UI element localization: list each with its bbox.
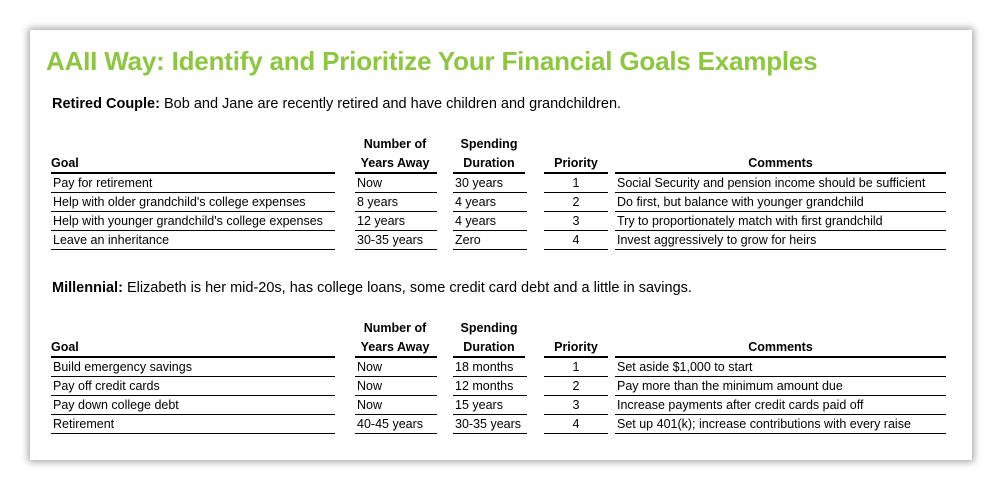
- cell-comments: Try to proportionately match with first grandchild: [615, 212, 946, 231]
- header-priority: Priority: [554, 340, 598, 354]
- cell-duration: Zero: [453, 231, 527, 250]
- header-duration: [450, 135, 528, 173]
- section-intro: [52, 96, 621, 112]
- cell-comments: Social Security and pension income should be sufficient: [615, 174, 946, 193]
- section-intro: [52, 280, 692, 296]
- header-duration-line1: Spending: [460, 321, 518, 335]
- cell-duration: 18 months: [453, 358, 527, 377]
- header-years: [355, 135, 435, 173]
- section-description: Bob and Jane are recently retired and have children and grandchildren.: [163, 96, 622, 112]
- header-years: [355, 319, 435, 357]
- cell-duration: 30 years: [453, 174, 527, 193]
- cell-years: Now: [355, 377, 437, 396]
- cell-duration: 30-35 years: [453, 415, 527, 434]
- cell-years: Now: [355, 174, 437, 193]
- cell-years: Now: [355, 396, 437, 415]
- cell-duration: 15 years: [453, 396, 527, 415]
- goals-card: [30, 30, 972, 460]
- cell-comments: Increase payments after credit cards paid off: [615, 396, 946, 415]
- cell-years: Now: [355, 358, 437, 377]
- cell-goal: Pay down college debt: [51, 396, 335, 415]
- cell-priority: 1: [544, 174, 608, 193]
- cell-priority: 1: [544, 358, 608, 377]
- header-comments: Comments: [748, 156, 813, 170]
- header-comments: Comments: [748, 340, 813, 354]
- cell-goal: Leave an inheritance: [51, 231, 335, 250]
- cell-comments: Do first, but balance with younger grandchild: [615, 193, 946, 212]
- section-description: Elizabeth is her mid-20s, has college loans, some credit card debt and a little in savings.: [126, 280, 692, 296]
- cell-comments: Invest aggressively to grow for heirs: [615, 231, 946, 250]
- cell-goal: Help with older grandchild's college expenses: [51, 193, 335, 212]
- header-duration-line2: Duration: [463, 340, 515, 354]
- cell-goal: Build emergency savings: [51, 358, 335, 377]
- cell-comments: Set aside $1,000 to start: [615, 358, 946, 377]
- header-priority: Priority: [554, 156, 598, 170]
- cell-duration: 12 months: [453, 377, 527, 396]
- section-label: Retired Couple:: [52, 96, 160, 112]
- header-goal: Goal: [51, 340, 79, 354]
- header-years-line1: Number of: [363, 321, 427, 335]
- cell-priority: 3: [544, 396, 608, 415]
- cell-priority: 2: [544, 377, 608, 396]
- cell-priority: 4: [544, 231, 608, 250]
- header-duration: [450, 319, 528, 357]
- header-years-line1: Number of: [363, 137, 427, 151]
- page-title: AAII Way: Identify and Prioritize Your Financial Goals Examples: [46, 46, 818, 76]
- cell-goal: Retirement: [51, 415, 335, 434]
- cell-years: 12 years: [355, 212, 437, 231]
- header-years-line2: Years Away: [360, 340, 430, 354]
- cell-goal: Help with younger grandchild's college expenses: [51, 212, 335, 231]
- header-duration-line1: Spending: [460, 137, 518, 151]
- cell-duration: 4 years: [453, 212, 527, 231]
- cell-duration: 4 years: [453, 193, 527, 212]
- cell-comments: Set up 401(k); increase contributions with every raise: [615, 415, 946, 434]
- cell-priority: 2: [544, 193, 608, 212]
- cell-priority: 3: [544, 212, 608, 231]
- cell-years: 40-45 years: [355, 415, 437, 434]
- cell-comments: Pay more than the minimum amount due: [615, 377, 946, 396]
- cell-years: 30-35 years: [355, 231, 437, 250]
- header-duration-line2: Duration: [463, 156, 515, 170]
- cell-goal: Pay off credit cards: [51, 377, 335, 396]
- cell-years: 8 years: [355, 193, 437, 212]
- header-goal: Goal: [51, 156, 79, 170]
- cell-priority: 4: [544, 415, 608, 434]
- header-years-line2: Years Away: [360, 156, 430, 170]
- section-label: Millennial:: [52, 280, 123, 296]
- cell-goal: Pay for retirement: [51, 174, 335, 193]
